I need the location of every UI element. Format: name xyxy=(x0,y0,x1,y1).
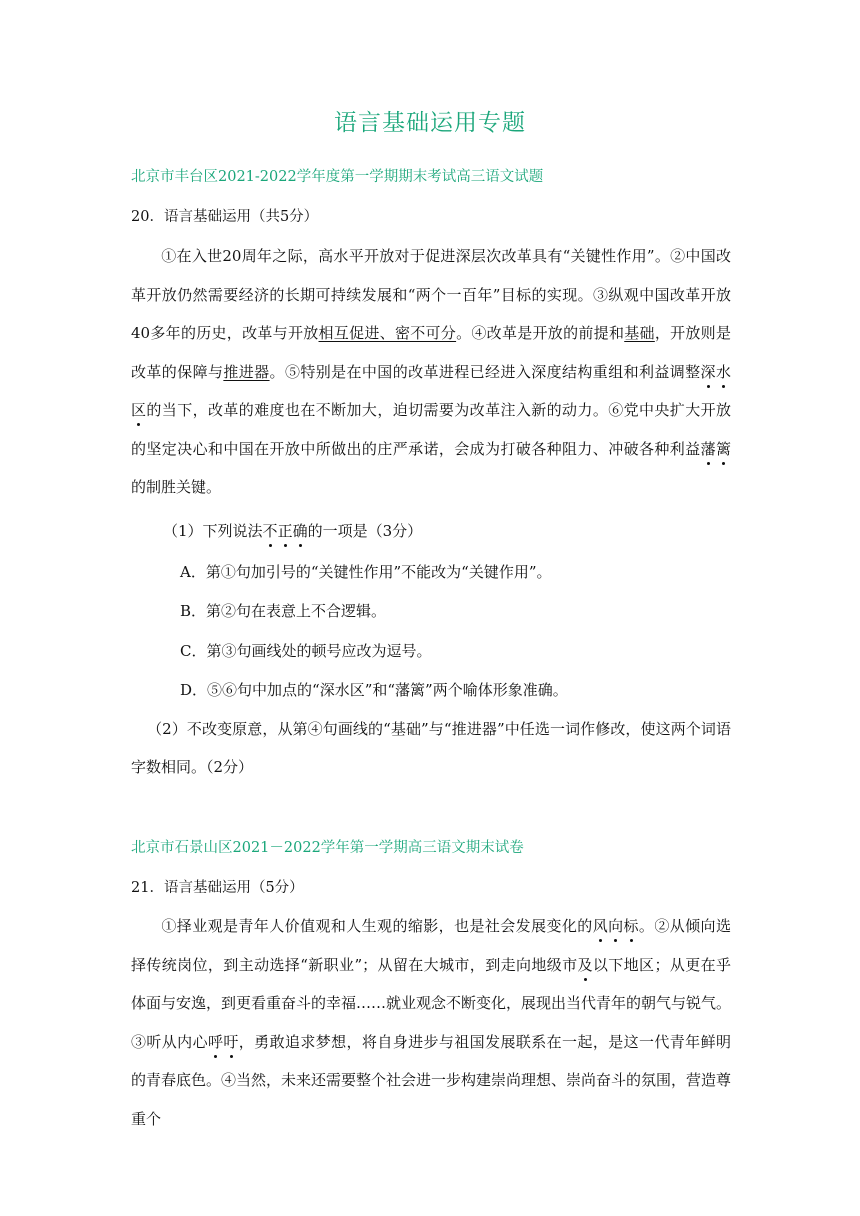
sub-question-2: （2）不改变原意，从第④句画线的“基础”与“推进器”中任选一词作修改，使这两个词语字数相同。（2分） xyxy=(131,720,731,776)
dotted-word-huyu xyxy=(208,1033,239,1051)
underlined-phrase: 相互促进、密不可分 xyxy=(318,324,457,342)
underlined-word-jichu: 基础 xyxy=(624,324,655,342)
dotted-word-fengxiangbiao xyxy=(593,917,639,935)
source-heading-fengtai: 北京市丰台区2021-2022学年度第一学期期末考试高三语文试题 xyxy=(131,169,544,185)
emphasis-dot-char: 呼 xyxy=(207,1032,224,1051)
question-20-heading: 20．语言基础运用（共5分） xyxy=(131,209,319,225)
underlined-word-tuijinqi: 推进器 xyxy=(223,362,270,381)
emphasis-dot-char: 风 xyxy=(592,917,609,935)
emphasis-dot-char: 藩 xyxy=(700,439,716,458)
dotted-word-ji xyxy=(578,956,593,974)
emphasis-dot-char: 及 xyxy=(577,955,593,974)
emphasis-dot-char: 篱 xyxy=(715,439,731,458)
dotted-word-buzhengque xyxy=(263,522,308,540)
page-title: 语言基础运用专题 xyxy=(334,110,526,136)
option-b: B．第②句在表意上不合逻辑。 xyxy=(180,602,387,620)
emphasis-dot-char: 区 xyxy=(131,401,147,419)
option-d: D．⑤⑥句中加点的“深水区”和“藩篱”两个喻体形象准确。 xyxy=(180,681,568,699)
question-21-passage: ①择业观是青年人价值观和人生观的缩影，也是社会发展变化的风向标。②从倾向选择传统岗位，到主动选择“新职业”；从留在大城市，到走向地级市及以下地区；从更在乎体面与安逸，到更看重奋斗的幸福……就业观念不断变化，展现出当代青年的朝气与锐气。③听从内心呼吁，勇敢追求梦想，将自身进步与祖国发展联系在一起，是这一代青年鲜明的青春底色。④当然，未来还需要整个社会进一步构建崇尚理想、崇尚奋斗的氛围，营造尊重个 xyxy=(131,917,732,1128)
emphasis-dot-char: 水 xyxy=(715,362,731,381)
emphasis-dot-char: 标 xyxy=(623,917,639,935)
question-21-heading: 21．语言基础运用（5分） xyxy=(131,880,304,896)
emphasis-dot-char: 吁 xyxy=(223,1032,239,1051)
emphasis-dot-char: 深 xyxy=(700,362,716,381)
source-heading-shijingshan: 北京市石景山区2021－2022学年第一学期高三语文期末试卷 xyxy=(131,840,524,856)
dotted-word-fanli xyxy=(701,440,731,458)
emphasis-dot-char: 正 xyxy=(277,522,293,540)
option-c: C．第③句画线处的顿号应改为逗号。 xyxy=(180,642,432,660)
emphasis-dot-char: 确 xyxy=(292,522,308,540)
emphasis-dot-char: 不 xyxy=(262,522,278,540)
option-a: A．第①句加引号的“关键性作用”不能改为“关键作用”。 xyxy=(180,563,552,581)
question-20-passage: ①在入世20周年之际，高水平开放对于促进深层次改革具有“关键性作用”。②中国改革开放仍然需要经济的长期可持续发展和“两个一百年”目标的实现。③纵观中国改革开放40多年的历史，改革与开放相互促进、密不可分。④改革是开放的前提和基础，开放则是改革的保障与推进器。⑤特别是在中国的改革进程已经进入深度结构重组和利益调整深水区的当下，改革的难度也在不断加大，迫切需要为改革注入新的动力。⑥党中央扩大开放的坚定决心和中国在开放中所做出的庄严承诺，会成为打破各种阻力、冲破各种利益藩篱的制胜关键。 xyxy=(131,247,731,496)
sub-question-1: （1）下列说法不正确的一项是（3分） xyxy=(163,522,423,540)
emphasis-dot-char: 向 xyxy=(608,917,624,935)
